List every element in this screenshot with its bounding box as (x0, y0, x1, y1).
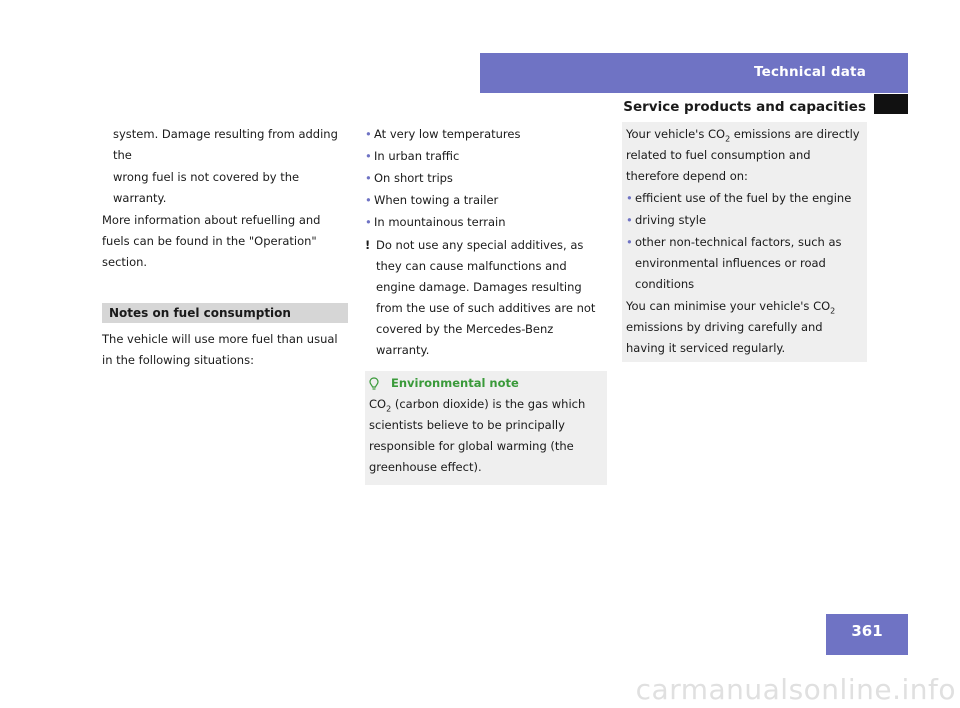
section-title: Service products and capacities (623, 99, 866, 115)
list-item: • In mountainous terrain (365, 212, 607, 233)
page-number-tab (826, 614, 908, 655)
lightbulb-icon (369, 377, 379, 391)
column-middle (365, 124, 607, 485)
section-marker (874, 94, 908, 114)
continued-text-line2: wrong fuel is not covered by the warranty. (113, 170, 300, 205)
co2-closing-text: You can minimise your vehicle's $CO_2$ emissions by driving carefully and having it serviced regularly. (626, 299, 836, 355)
bullet-icon: • (365, 149, 372, 163)
list-item: • other non-technical factors, such as environmental influences or road conditions (626, 232, 863, 295)
bullet-icon: • (626, 213, 633, 227)
environmental-note-heading: Environmental note (369, 373, 603, 394)
list-item: • efficient use of the fuel by the engine (626, 188, 863, 209)
watermark: carmanualsonline.info (635, 673, 956, 706)
list-item: • driving style (626, 210, 863, 231)
list-item: • In urban traffic (365, 146, 607, 167)
factor-list (626, 188, 863, 295)
bullet-icon: • (365, 171, 372, 185)
bullet-icon: • (365, 193, 372, 207)
fuel-consumption-heading: Notes on fuel consumption (102, 303, 348, 323)
situation-list (365, 124, 607, 233)
bullet-icon: • (626, 235, 633, 249)
bullet-icon: • (365, 215, 372, 229)
list-item: • On short trips (365, 168, 607, 189)
warning-text: Do not use any special additives, as they can cause malfunctions and engine damage. Damages resulting from the use of such additives are not covered by the Mercedes-Benz warranty. (376, 238, 596, 357)
co2-info-box (622, 122, 867, 362)
continued-text-line1: system. Damage resulting from adding the (113, 127, 338, 162)
bullet-icon: • (365, 127, 372, 141)
more-info-text: More information about refuelling and fuels can be found in the "Operation" section. (102, 213, 321, 269)
chapter-title: Technical data (754, 64, 866, 80)
list-item: • At very low temperatures (365, 124, 607, 145)
warning-note (365, 235, 607, 361)
chapter-tab (480, 53, 908, 93)
column-right (622, 124, 867, 362)
column-left (102, 124, 348, 372)
bullet-icon: • (626, 191, 633, 205)
warning-icon: ! (365, 238, 371, 252)
co2-intro-text: Your vehicle's $CO_2$ emissions are directly related to fuel consumption and therefore depend on: (626, 127, 860, 183)
page-number: 361 (851, 622, 883, 640)
list-item: • When towing a trailer (365, 190, 607, 211)
fuel-consumption-intro: The vehicle will use more fuel than usual in the following situations: (102, 332, 338, 367)
environmental-note-text: $CO_2$ (carbon dioxide) is the gas which scientists believe to be principally responsible for global warming (the greenhouse effect). (369, 397, 586, 474)
environmental-note-box (365, 371, 607, 485)
